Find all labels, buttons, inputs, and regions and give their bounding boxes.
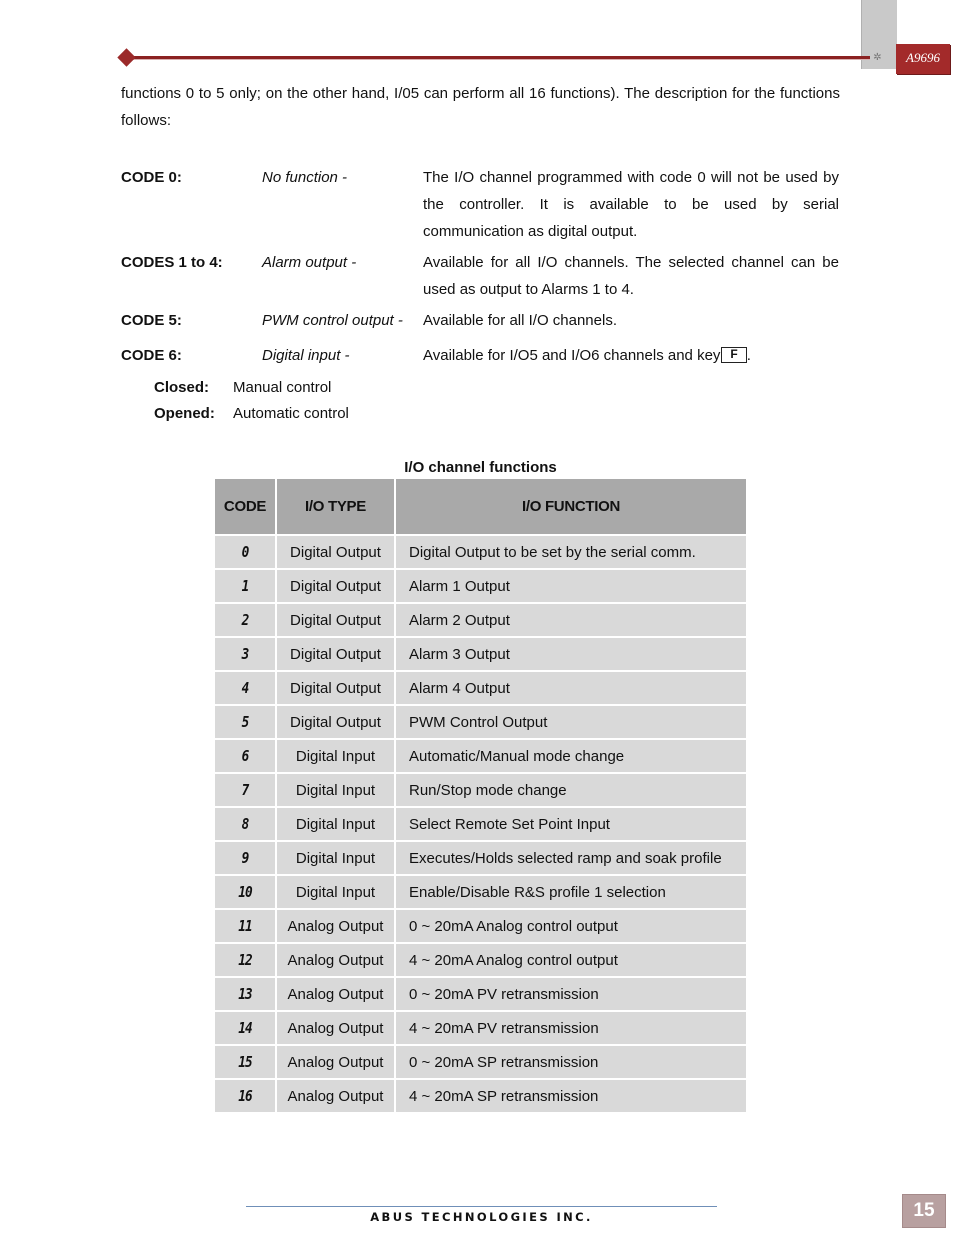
code-label: CODE 0: bbox=[121, 169, 182, 186]
function-cell: Alarm 1 Output bbox=[395, 569, 746, 603]
code-cell bbox=[215, 841, 276, 875]
intro-paragraph: functions 0 to 5 only; on the other hand, I/05 can perform all 16 functions). The description for the functions follows: bbox=[121, 85, 840, 129]
state-value: Automatic control bbox=[233, 405, 349, 422]
table-row bbox=[215, 875, 746, 909]
code-name: No function - bbox=[262, 169, 348, 186]
diamond-icon bbox=[117, 48, 135, 66]
column-header-function: I/O FUNCTION bbox=[395, 479, 746, 535]
code-value: 11 bbox=[238, 917, 252, 935]
type-cell: Digital Input bbox=[276, 739, 395, 773]
function-cell: Executes/Holds selected ramp and soak profile bbox=[395, 841, 746, 875]
table-row bbox=[215, 603, 746, 637]
code-value: 0 bbox=[241, 543, 249, 561]
table-row bbox=[215, 1045, 746, 1079]
code-description: Available for all I/O channels. bbox=[423, 312, 617, 329]
type-cell: Digital Output bbox=[276, 535, 395, 569]
function-cell: 0 ~ 20mA Analog control output bbox=[395, 909, 746, 943]
table-row bbox=[215, 671, 746, 705]
code-value: 9 bbox=[241, 849, 249, 867]
type-cell: Digital Input bbox=[276, 773, 395, 807]
code-value: 5 bbox=[241, 713, 249, 731]
table-body bbox=[215, 535, 746, 1112]
table-row bbox=[215, 943, 746, 977]
code-value: 8 bbox=[241, 815, 249, 833]
type-cell: Analog Output bbox=[276, 1045, 395, 1079]
doc-code-badge: A9696 bbox=[896, 44, 950, 74]
function-cell: 4 ~ 20mA SP retransmission bbox=[395, 1079, 746, 1112]
code-entry-0 bbox=[121, 164, 841, 246]
code-entry-5 bbox=[121, 307, 841, 334]
code-value: 10 bbox=[238, 883, 252, 901]
function-cell: 0 ~ 20mA PV retransmission bbox=[395, 977, 746, 1011]
code-cell bbox=[215, 739, 276, 773]
table-row bbox=[215, 535, 746, 569]
code-cell bbox=[215, 671, 276, 705]
footer-rule bbox=[246, 1206, 717, 1207]
function-cell: Automatic/Manual mode change bbox=[395, 739, 746, 773]
type-cell: Analog Output bbox=[276, 1011, 395, 1045]
code-value: 6 bbox=[241, 747, 249, 765]
code-value: 2 bbox=[241, 611, 249, 629]
code-entry-1-4 bbox=[121, 249, 841, 304]
type-cell: Analog Output bbox=[276, 977, 395, 1011]
table-row bbox=[215, 841, 746, 875]
state-closed bbox=[154, 375, 454, 401]
code-cell bbox=[215, 569, 276, 603]
code-cell bbox=[215, 705, 276, 739]
code-description-end: . bbox=[746, 347, 751, 364]
code-value: 16 bbox=[238, 1087, 252, 1105]
code-value: 15 bbox=[238, 1053, 252, 1071]
table-row bbox=[215, 637, 746, 671]
header-rule-shade bbox=[128, 59, 870, 60]
code-description-text: Available for I/O5 and I/O6 channels and key bbox=[423, 347, 721, 364]
footer-company: ABUS TECHNOLOGIES INC. bbox=[370, 1210, 593, 1224]
code-value: 12 bbox=[238, 951, 252, 969]
function-cell: 0 ~ 20mA SP retransmission bbox=[395, 1045, 746, 1079]
table-row bbox=[215, 909, 746, 943]
code-name: Digital input - bbox=[262, 347, 350, 364]
code-label: CODES 1 to 4: bbox=[121, 254, 223, 271]
code-cell bbox=[215, 637, 276, 671]
function-cell: Run/Stop mode change bbox=[395, 773, 746, 807]
code-value: 13 bbox=[238, 985, 252, 1003]
column-header-code: CODE bbox=[215, 479, 276, 535]
function-cell: PWM Control Output bbox=[395, 705, 746, 739]
code-cell bbox=[215, 943, 276, 977]
code-value: 3 bbox=[241, 645, 249, 663]
code-cell bbox=[215, 1045, 276, 1079]
code-value: 7 bbox=[241, 781, 249, 799]
table-row bbox=[215, 977, 746, 1011]
code-description: The I/O channel programmed with code 0 will not be used by the controller. It is available to be used by serial communication as digital output. bbox=[423, 169, 839, 240]
code-value: 14 bbox=[238, 1019, 252, 1037]
function-cell: 4 ~ 20mA PV retransmission bbox=[395, 1011, 746, 1045]
code-entry-6 bbox=[121, 342, 841, 369]
io-functions-table bbox=[215, 479, 746, 1112]
table-row bbox=[215, 705, 746, 739]
state-value: Manual control bbox=[233, 379, 332, 396]
code-cell bbox=[215, 909, 276, 943]
code-value: 4 bbox=[241, 679, 249, 697]
state-opened bbox=[154, 401, 454, 427]
code-cell bbox=[215, 603, 276, 637]
type-cell: Digital Output bbox=[276, 637, 395, 671]
table-title: I/O channel functions bbox=[404, 459, 557, 476]
type-cell: Digital Output bbox=[276, 705, 395, 739]
type-cell: Analog Output bbox=[276, 909, 395, 943]
type-cell: Digital Input bbox=[276, 807, 395, 841]
code-cell bbox=[215, 1079, 276, 1112]
state-label: Closed: bbox=[154, 379, 210, 396]
type-cell: Digital Input bbox=[276, 875, 395, 909]
page-number: 15 bbox=[902, 1194, 946, 1228]
code-description: Available for all I/O channels. The selected channel can be used as output to Alarms 1 to 4. bbox=[423, 254, 839, 298]
table-row bbox=[215, 1079, 746, 1112]
code-name: PWM control output - bbox=[262, 312, 403, 329]
type-cell: Analog Output bbox=[276, 1079, 395, 1112]
type-cell: Digital Output bbox=[276, 671, 395, 705]
type-cell: Digital Output bbox=[276, 569, 395, 603]
type-cell: Analog Output bbox=[276, 943, 395, 977]
code-cell bbox=[215, 535, 276, 569]
table-header-row bbox=[215, 479, 746, 535]
function-cell: Alarm 4 Output bbox=[395, 671, 746, 705]
table-row bbox=[215, 773, 746, 807]
function-cell: Digital Output to be set by the serial comm. bbox=[395, 535, 746, 569]
function-cell: Alarm 3 Output bbox=[395, 637, 746, 671]
code-name: Alarm output - bbox=[262, 254, 357, 271]
function-cell: Select Remote Set Point Input bbox=[395, 807, 746, 841]
key-f-box: F bbox=[721, 347, 746, 363]
function-cell: Alarm 2 Output bbox=[395, 603, 746, 637]
table-row bbox=[215, 569, 746, 603]
gear-icon: ✲ bbox=[873, 52, 882, 63]
code-value: 1 bbox=[241, 577, 249, 595]
code-cell bbox=[215, 977, 276, 1011]
type-cell: Digital Output bbox=[276, 603, 395, 637]
column-header-type: I/O TYPE bbox=[276, 479, 395, 535]
table-row bbox=[215, 807, 746, 841]
code-label: CODE 6: bbox=[121, 347, 182, 364]
code-label: CODE 5: bbox=[121, 312, 182, 329]
code-cell bbox=[215, 807, 276, 841]
function-cell: Enable/Disable R&S profile 1 selection bbox=[395, 875, 746, 909]
type-cell: Digital Input bbox=[276, 841, 395, 875]
function-cell: 4 ~ 20mA Analog control output bbox=[395, 943, 746, 977]
code-description bbox=[423, 342, 839, 369]
code-cell bbox=[215, 773, 276, 807]
state-label: Opened: bbox=[154, 405, 215, 422]
code-cell bbox=[215, 1011, 276, 1045]
code-cell bbox=[215, 875, 276, 909]
table-row bbox=[215, 739, 746, 773]
table-row bbox=[215, 1011, 746, 1045]
